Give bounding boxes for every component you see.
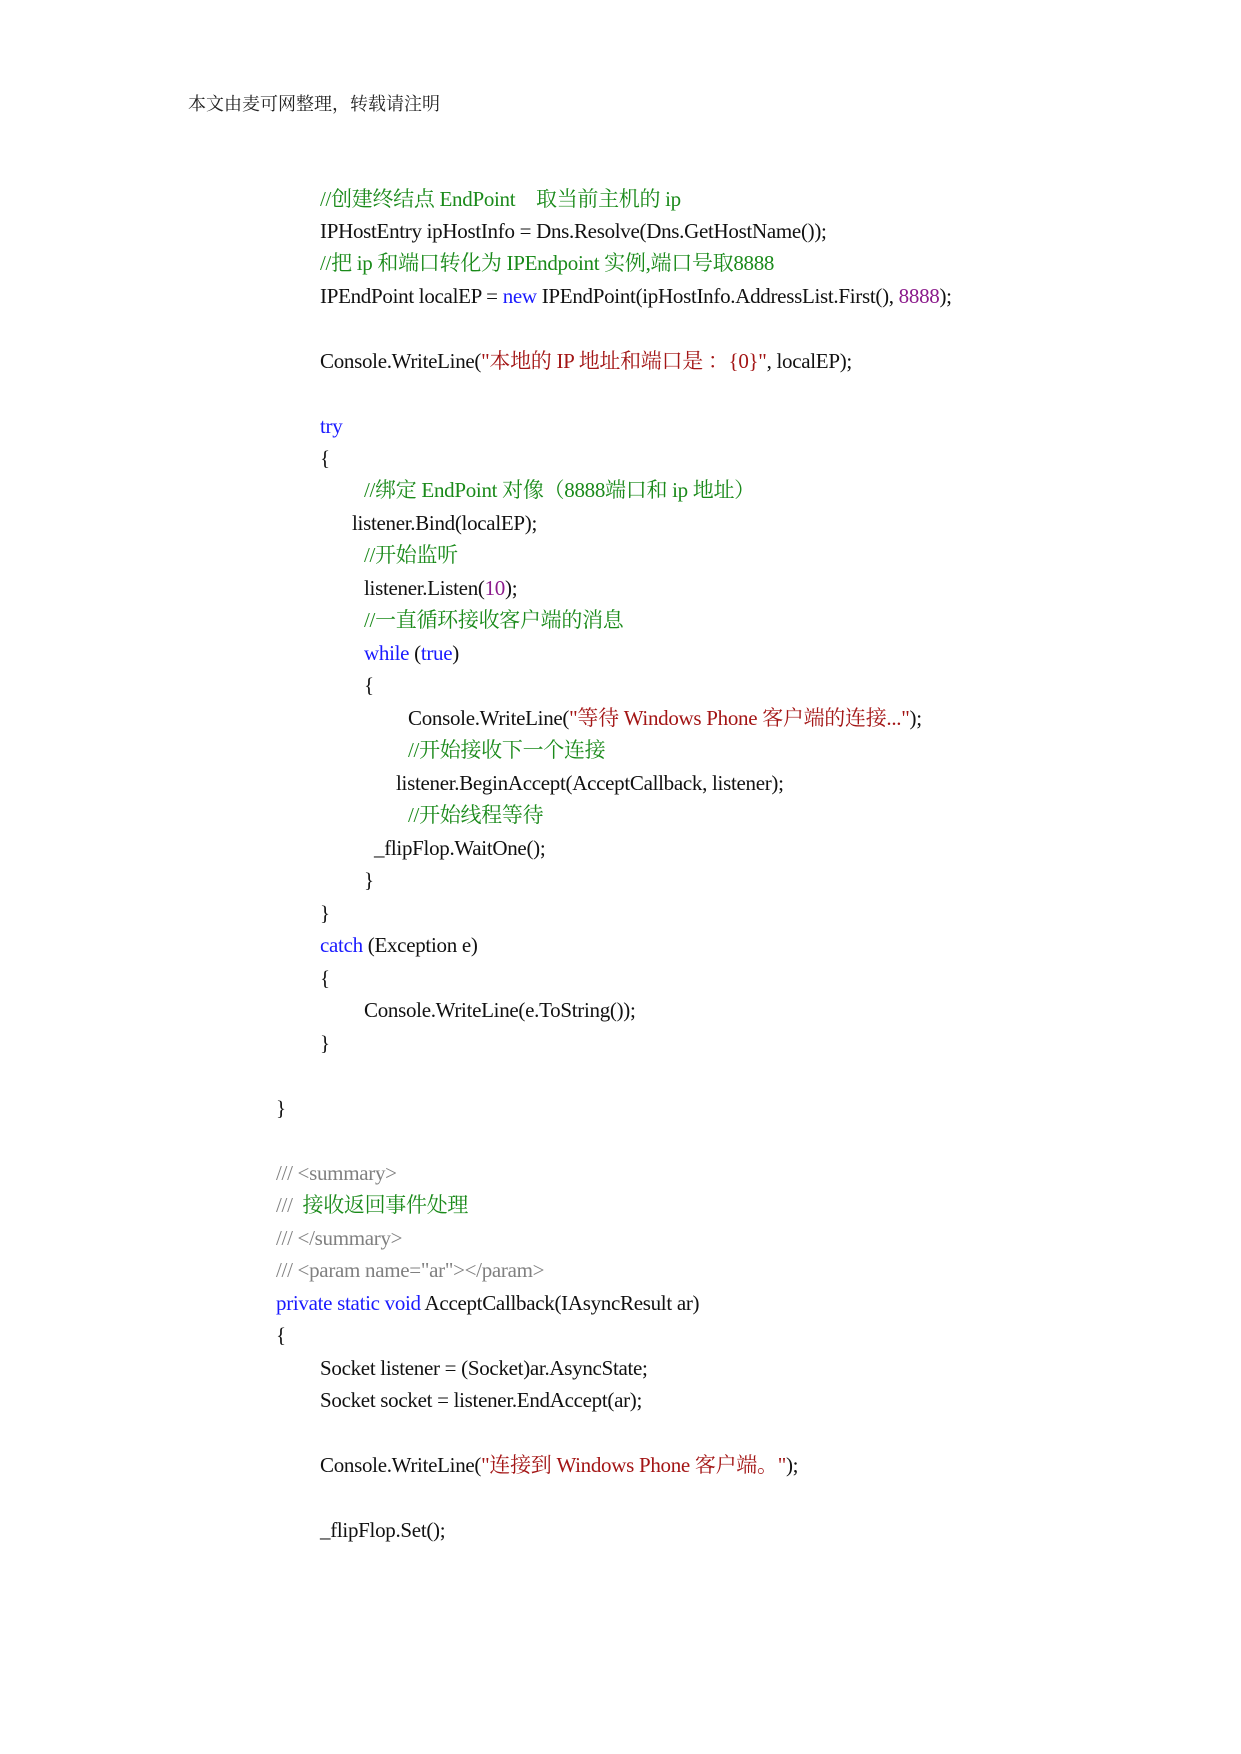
code-line [364, 867, 374, 893]
code-text: AcceptCallback(IAsyncResult ar) [420, 1291, 700, 1315]
code-line [276, 1192, 468, 1218]
code-xmldoc: /// <summary> [276, 1161, 397, 1185]
code-line [320, 250, 774, 276]
code-text: Console.WriteLine( [320, 1453, 482, 1477]
code-text: ); [505, 576, 518, 600]
code-text: IPEndPoint localEP = [320, 284, 503, 308]
code-text: IPHostEntry ipHostInfo = Dns.Resolve(Dns.GetHostName()); [320, 219, 827, 243]
code-line [320, 445, 330, 471]
code-line [364, 640, 459, 666]
code-line [320, 1452, 798, 1478]
code-xmldoc: /// <param name="ar"></param> [276, 1258, 545, 1282]
code-line [276, 1290, 699, 1316]
code-line [320, 1517, 445, 1543]
code-line [408, 705, 922, 731]
code-line [320, 186, 681, 212]
code-line [320, 283, 952, 309]
code-text: ); [785, 1453, 799, 1477]
code-text: { [364, 673, 374, 697]
code-string: "等待 Windows Phone 客户端的连接..." [569, 706, 910, 730]
page-header-note: 本文由麦可网整理，转载请注明 [188, 94, 440, 114]
code-line [408, 802, 543, 828]
code-line [320, 413, 342, 439]
code-comment: //一直循环接收客户端的消息 [364, 608, 624, 632]
code-text: } [320, 901, 330, 925]
code-text: { [320, 446, 330, 470]
code-keyword: new [502, 284, 537, 308]
code-text: } [364, 868, 374, 892]
code-text: IPEndPoint(ipHostInfo.AddressList.First(), [536, 284, 899, 308]
code-line [276, 1095, 286, 1121]
code-text: listener.BeginAccept(AcceptCallback, listener); [396, 771, 784, 795]
code-keyword: true [420, 641, 453, 665]
code-line [364, 477, 755, 503]
code-xmldoc: /// </summary> [276, 1226, 403, 1250]
code-number: 8888 [898, 284, 940, 308]
code-text: Socket listener = (Socket)ar.AsyncState; [320, 1356, 648, 1380]
code-text: ) [452, 641, 459, 665]
code-line [320, 900, 330, 926]
code-line [276, 1225, 402, 1251]
code-text: ( [409, 641, 421, 665]
code-line [320, 1387, 642, 1413]
code-text: Socket socket = listener.EndAccept(ar); [320, 1388, 643, 1412]
code-line [276, 1257, 544, 1283]
code-keyword: catch [320, 933, 363, 957]
code-number: 10 [484, 576, 505, 600]
code-line [320, 1355, 648, 1381]
code-text: ); [909, 706, 922, 730]
code-line [364, 607, 623, 633]
code-string: "本地的 IP 地址和端口是 ：{0}" [481, 349, 767, 373]
code-text: Console.WriteLine( [320, 349, 482, 373]
code-line [276, 1160, 397, 1186]
code-text: } [276, 1096, 286, 1120]
code-xmldoc: /// [276, 1193, 298, 1217]
code-text: { [276, 1323, 286, 1347]
code-line [396, 770, 784, 796]
code-line [408, 737, 605, 763]
code-text: } [320, 1031, 330, 1055]
code-text: , localEP); [766, 349, 852, 373]
code-comment: //开始监听 [364, 543, 458, 567]
code-line [320, 348, 852, 374]
code-keyword: try [320, 414, 343, 438]
code-comment: //创建终结点 EndPoint 取当前主机的 ip [320, 187, 681, 211]
code-comment: //把 ip 和端口转化为 IPEndpoint 实例,端口号取8888 [320, 251, 775, 275]
code-line [320, 1030, 330, 1056]
code-comment: //开始接收下一个连接 [408, 738, 606, 762]
code-comment: //绑定 EndPoint 对像（8888端口和 ip 地址） [364, 478, 755, 502]
code-text: Console.WriteLine( [408, 706, 570, 730]
code-text: listener.Listen( [364, 576, 485, 600]
code-text: (Exception e) [362, 933, 478, 957]
code-line [320, 965, 330, 991]
code-text: listener.Bind(localEP); [352, 511, 537, 535]
code-keyword: private static void [276, 1291, 421, 1315]
code-comment: //开始线程等待 [408, 803, 544, 827]
code-text: Console.WriteLine(e.ToString()); [364, 998, 636, 1022]
code-text: _flipFlop.Set(); [320, 1518, 446, 1542]
code-line [364, 575, 517, 601]
code-text: { [320, 966, 330, 990]
code-keyword: while [364, 641, 410, 665]
code-line [352, 510, 537, 536]
code-line [364, 542, 458, 568]
code-line [364, 672, 374, 698]
code-line [320, 932, 478, 958]
code-line [364, 997, 636, 1023]
code-text: ); [939, 284, 952, 308]
code-line [276, 1322, 286, 1348]
code-string: "连接到 Windows Phone 客户端。" [481, 1453, 786, 1477]
code-line [320, 218, 827, 244]
code-comment: 接收返回事件处理 [297, 1193, 469, 1217]
code-line [374, 835, 545, 861]
code-text: _flipFlop.WaitOne(); [374, 836, 546, 860]
